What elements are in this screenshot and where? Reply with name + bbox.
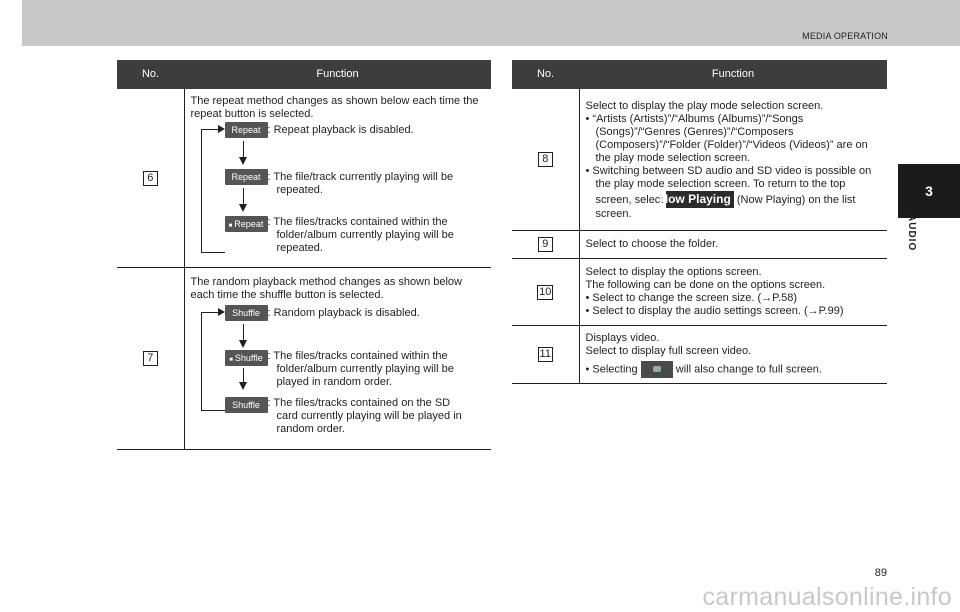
screen-size-bullet: • Select to change the screen size. (→P.58) [585,292,798,304]
row-number: 6 [143,171,158,186]
full-screen-bullet: • Selecting will also change to full screen. [586,361,882,378]
shuffle-folder-button-icon: ■ Shuffle [225,350,268,366]
folder-icon: ■ [228,222,233,229]
repeat-state-1: : Repeat playback is disabled. [267,123,414,136]
now-playing-button: Now Playing [666,191,733,208]
shuffle-intro: The random playback method changes as shown below each time the shuffle button is selected. [190,276,462,301]
shuffle-off-button-icon: Shuffle [225,305,268,321]
col-no-header: No. [117,60,184,89]
table-row [512,259,887,326]
page-number: 89 [874,567,887,579]
repeat-track-button-icon: Repeat [225,169,268,185]
options-text-2: The following can be done on the options screen. [585,279,826,291]
table-row [512,231,887,259]
folder-icon: ■ [229,357,233,363]
folder-text: Select to choose the folder. [585,238,719,250]
row-number: 11 [539,348,551,360]
shuffle-state-2: : The files/tracks contained within the folder/album currently playing will be played in random order. [267,350,454,388]
repeat-intro: The repeat method changes as shown below each time the repeat button is selected. [190,94,479,120]
col-no-header: No. [512,60,579,89]
col-function-header: Function [579,60,887,89]
table-row [117,89,491,268]
shuffle-state-1: : Random playback is disabled. [267,307,420,319]
shuffle-flow-diagram [191,302,486,445]
table-row [117,268,491,450]
footer-watermark: carmanualsonline.info [702,583,952,611]
row-number: 10 [539,285,552,298]
switch-bullet: • Switching between SD audio and SD video is possible on the play mode selection screen. To return to the top screen, select Now Playing (Now Playing) on the list screen. [585,164,872,220]
row-number: 9 [538,237,553,252]
left-function-table [117,60,491,450]
col-function-header: Function [184,60,491,89]
chapter-label: AUDIO [906,214,917,252]
repeat-flow-diagram [191,121,486,266]
repeat-state-2: : The file/track currently playing will be repeated. [267,170,454,196]
video-text-2: Select to display full screen video. [585,344,752,357]
shuffle-state-3: : The files/tracks contained on the SD card currently playing will be played in random order. [267,397,462,435]
row-number: 7 [143,351,158,366]
video-screen-icon [641,361,673,378]
table-row [512,89,887,231]
repeat-off-button-icon: Repeat [225,122,268,138]
section-title: MEDIA OPERATION [802,31,888,41]
right-function-table [512,60,887,384]
row-number: 8 [538,152,553,167]
shuffle-card-button-icon: Shuffle [225,397,268,413]
audio-settings-bullet: • Select to display the audio settings screen. (→P.99) [585,305,844,317]
play-mode-text: Select to display the play mode selection screen. [585,99,824,112]
play-mode-bullet: • “Artists (Artists)”/“Albums (Albums)”/“Songs (Songs)”/“Genres (Genres)”/“Composers (Composers)”/“Folder (Folder)”/“Videos (Videos)” are on the play mode selection screen. [585,112,868,164]
repeat-folder-button-icon: ■ Repeat [225,216,268,232]
options-text: Select to display the options screen. [585,266,762,278]
chapter-tab[interactable]: 3 [898,164,960,218]
video-text: Displays video. [585,331,660,344]
table-row [512,326,887,384]
repeat-state-3: : The files/tracks contained within the folder/album currently playing will be repeated. [267,215,454,254]
